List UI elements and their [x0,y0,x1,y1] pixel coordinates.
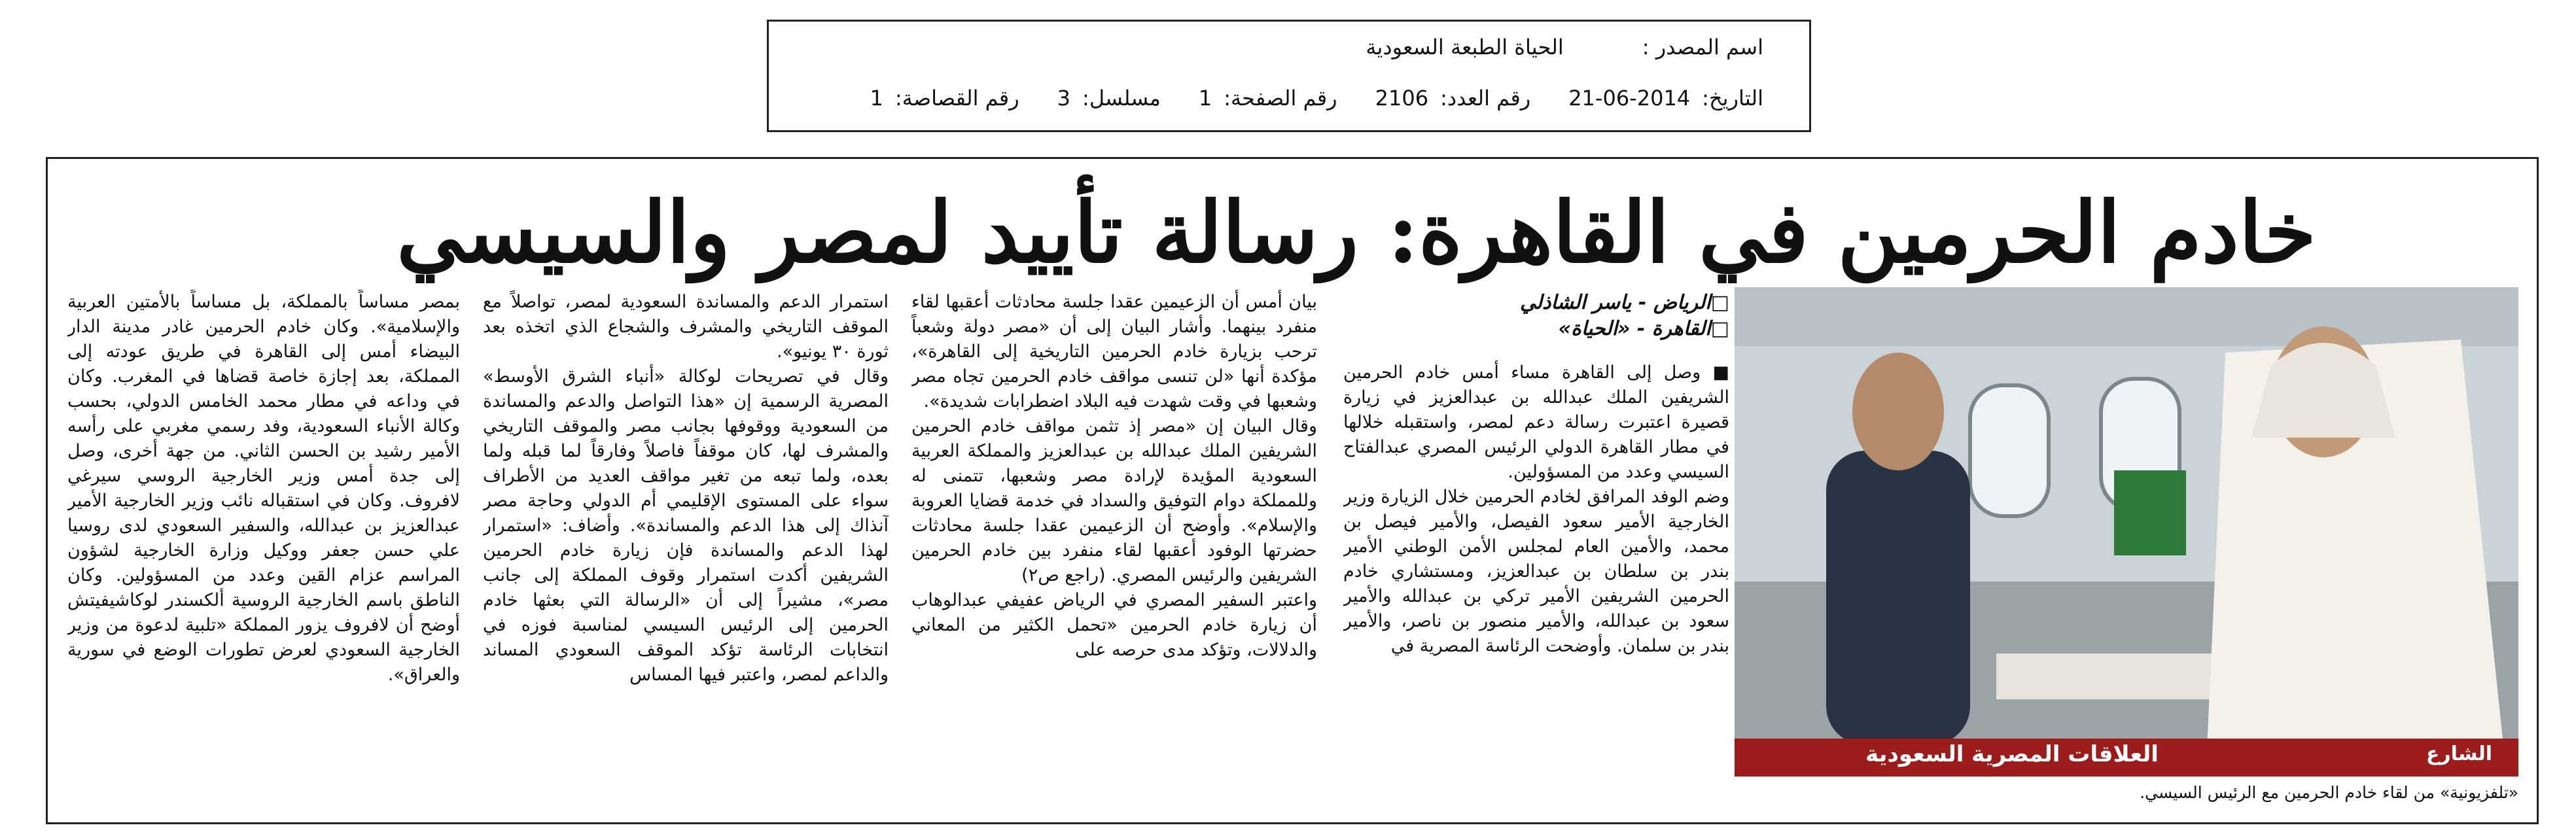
article-column-3 [483,290,889,813]
metadata-row-source [1366,35,1763,60]
byline-riyadh: □ الرياض - ياسر الشاذلي [1343,290,1729,316]
article-column-1 [1343,290,1729,813]
photo-illustration [1735,287,2518,777]
photo-channel-text: الشارع [2426,742,2492,765]
article-photo [1735,287,2518,777]
paragraph: بمصر مساساً بالمملكة، بل مساساً بالأمتين العربية والإسلامية». وكان خادم الحرمين غادر مدينة الدار البيضاء أمس إلى القاهرة في طريق عودته إلى المملكة، بعد إجازة خاصة قضاها في المغرب. وكان في وداعه في مطار محمد الخامس الدولي، بحسب وكالة الأنباء السعودية، وفد رسمي مغربي على رأسه الأمير رشيد بن الحسن الثاني. من جهة أخرى، وصل إلى جدة أمس وزير الخارجية الروسي سيرغي لافروف. وكان في استقباله نائب وزير الخارجية الأمير عبدالعزيز بن عبدالله، والسفير السعودي لدى روسيا علي حسن جعفر ووكيل وزارة الخارجية لشؤون المراسم عزام القين وعدد من المسؤولين. وكان الناطق باسم الخارجية الروسية ألكسندر لوكاشيفيتش أوضح أن لافروف يزور المملكة «تلبية لدعوة من وزير الخارجية السعودي لعرض تطورات الوضع في سورية والعراق». [67,292,460,685]
paragraph: وضم الوفد المرافق لخادم الحرمين خلال الزيارة وزير الخارجية الأمير سعود الفيصل، والأمير فيصل بن محمد، والأمين العام لمجلس الأمن الوطني الأمير بندر بن سلطان بن عبدالعزيز، ومستشاري خادم الحرمين الشريفين الأمير تركي بن عبدالله والأمير سعود بن عبدالله، والأمير منصور بن ناصر، والأمير بندر بن سلمان. وأوضحت الرئاسة المصرية في [1343,487,1729,656]
clip-label: رقم القصاصة: [895,86,1019,111]
date-value: 21-06-2014 [1568,86,1691,111]
paragraph: وقال البيان إن «مصر إذ تثمن مواقف خادم الحرمين الشريفين الملك عبدالله بن عبدالعزيز والمملكة العربية السعودية المؤيدة لإرادة مصر وشعبها، تتمنى له وللمملكة دوام التوفيق والسداد في خدمة قضايا العروبة والإسلام». وأوضح أن الزعيمين عقدا جلسة محادثات حضرتها الوفود أعقبها لقاء منفرد بين خادم الحرمين الشريفين والرئيس المصري. (راجع ص٢) [911,416,1317,585]
serial-label: مسلسل: [1082,86,1161,111]
byline [1343,290,1729,342]
issue-label: رقم العدد: [1440,86,1531,111]
source-metadata-box [767,20,1811,132]
photo-banner-text: العلاقات المصرية السعودية [1865,741,2159,767]
date-label: التاريخ: [1702,86,1763,111]
article-column-2 [911,290,1317,813]
paragraph: استمرار الدعم والمساندة السعودية لمصر، تواصلاً مع الموقف التاريخي والمشرف والشجاع الذي اتخذه بعد ثورة ٣٠ يونيو». [483,292,889,362]
source-label: اسم المصدر : [1642,35,1763,60]
clip-value: 1 [870,86,884,111]
byline-cairo: □ القاهرة - «الحياة» [1343,316,1729,342]
metadata-row-details [870,86,1763,111]
article-clipping [46,157,2539,824]
article-column-4 [67,290,460,813]
paragraph: واعتبر السفير المصري في الرياض عفيفي عبدالوهاب أن زيارة خادم الحرمين «تحمل الكثير من المعاني والدلالات، وتؤكد مدى حرصه على [911,590,1317,660]
headline: خادم الحرمين في القاهرة: رسالة تأييد لمصر والسيسي [397,184,2316,282]
paragraph: وقال في تصريحات لوكالة «أنباء الشرق الأوسط» المصرية الرسمية إن «هذا التواصل والدعم والمساندة من السعودية ووقوفها بجانب مصر والموقف التاريخي والمشرف لها، كان موقفاً فاصلاً وفارقاً لما قبله ولما بعده، ولما تبعه من تغير مواقف العديد من الأطراف سواء على المستوى الإقليمي أم الدولي وحاجة مصر آنذاك إلى هذا الدعم والمساندة». وأضاف: «استمرار لهذا الدعم والمساندة فإن زيارة خادم الحرمين الشريفين أكدت استمرار وقوف المملكة إلى جانب مصر»، مشيراً إلى أن «الرسالة التي بعثها خادم الحرمين إلى الرئيس السيسي لمناسبة فوزه في انتخابات الرئاسة تؤكد الموقف السعودي المساند والداعم لمصر، واعتبر فيها المساس [483,366,889,685]
photo-caption: «تلفزيونية» من لقاء خادم الحرمين مع الرئيس السيسي. [2140,783,2518,802]
issue-value: 2106 [1375,86,1429,111]
paragraph: ■ وصل إلى القاهرة مساء أمس خادم الحرمين الشريفين الملك عبدالله بن عبدالعزيز في زيارة قصيرة اعتبرت رسالة دعم لمصر، واستقبله خلالها في مطار القاهرة الدولي الرئيس المصري عبدالفتاح السيسي وعدد من المسؤولين. [1343,362,1729,482]
paragraph: بيان أمس أن الزعيمين عقدا جلسة محادثات أعقبها لقاء منفرد بينهما. وأشار البيان إلى أن «مصر دولة وشعباً ترحب بزيارة خادم الحرمين التاريخية إلى القاهرة»، مؤكدة أنها «لن تنسى مواقف خادم الحرمين تجاه مصر وشعبها في وقت شهدت فيه البلاد اضطرابات شديدة». [911,292,1317,411]
page-label: رقم الصفحة: [1224,86,1337,111]
page-value: 1 [1198,86,1212,111]
serial-value: 3 [1057,86,1071,111]
source-value: الحياة الطبعة السعودية [1366,35,1564,60]
